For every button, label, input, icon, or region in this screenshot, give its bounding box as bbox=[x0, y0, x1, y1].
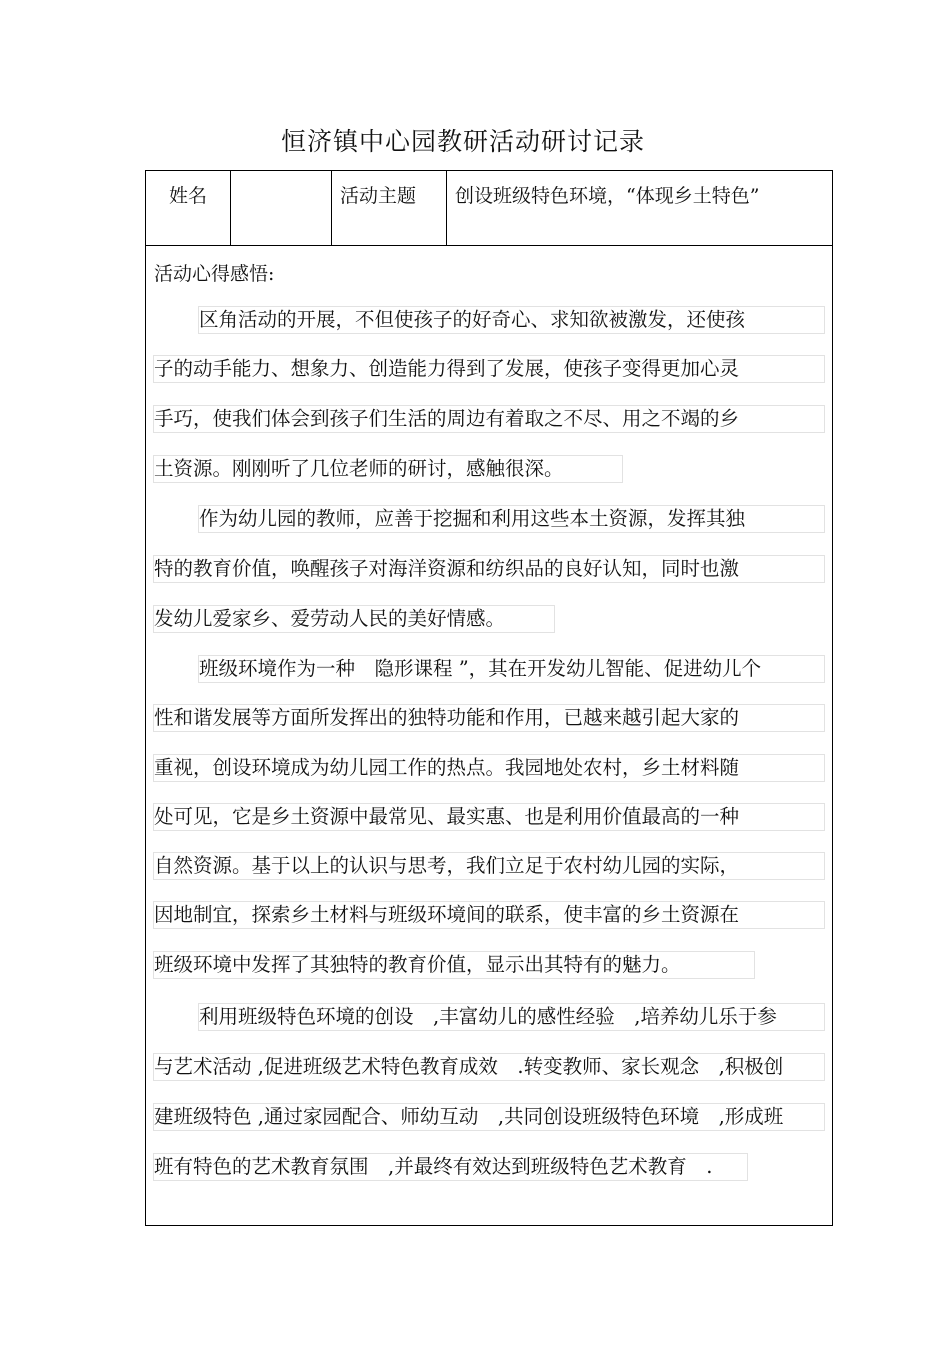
text-line: 班级环境作为一种 隐形课程 ”，其在开发幼儿智能、促进幼儿个 bbox=[198, 655, 825, 683]
theme-value: 创设班级特色环境，“体现乡土特色” bbox=[455, 185, 760, 207]
text-line: 班级环境中发挥了其独特的教育价值，显示出其特有的魅力。 bbox=[153, 951, 755, 979]
text-line: 建班级特色 ,通过家园配合、师幼互动 ,共同创设班级特色环境 ,形成班 bbox=[153, 1103, 825, 1131]
text-line: 子的动手能力、想象力、创造能力得到了发展，使孩子变得更加心灵 bbox=[153, 355, 825, 383]
text-line: 班有特色的艺术教育氛围 ,并最终有效达到班级特色艺术教育 . bbox=[153, 1153, 748, 1181]
text-line: 特的教育价值，唤醒孩子对海洋资源和纺织品的良好认知，同时也激 bbox=[153, 555, 825, 583]
text-line: 重视，创设环境成为幼儿园工作的热点。我园地处农村，乡土材料随 bbox=[153, 754, 825, 782]
page-title: 恒济镇中心园教研活动研讨记录 bbox=[280, 127, 645, 156]
text-line: 性和谐发展等方面所发挥出的独特功能和作用，已越来越引起大家的 bbox=[153, 704, 825, 732]
text-line: 利用班级特色环境的创设 ,丰富幼儿的感性经验 ,培养幼儿乐于参 bbox=[198, 1003, 825, 1031]
text-line: 处可见，它是乡土资源中最常见、最实惠、也是利用价值最高的一种 bbox=[153, 803, 825, 831]
text-line: 与艺术活动 ,促进班级艺术特色教育成效 .转变教师、家长观念 ,积极创 bbox=[153, 1053, 825, 1081]
text-line: 发幼儿爱家乡、爱劳动人民的美好情感。 bbox=[153, 605, 555, 633]
text-line: 手巧，使我们体会到孩子们生活的周边有着取之不尽、用之不竭的乡 bbox=[153, 405, 825, 433]
text-line: 因地制宜，探索乡土材料与班级环境间的联系，使丰富的乡土资源在 bbox=[153, 901, 825, 929]
text-line: 作为幼儿园的教师，应善于挖掘和利用这些本土资源，发挥其独 bbox=[198, 505, 825, 533]
theme-label: 活动主题 bbox=[332, 171, 447, 245]
name-value bbox=[231, 171, 332, 245]
header-row bbox=[146, 171, 832, 246]
text-line: 区角活动的开展，不但使孩子的好奇心、求知欲被激发，还使孩 bbox=[198, 306, 825, 334]
text-line: 土资源。刚刚听了几位老师的研讨，感触很深。 bbox=[153, 455, 623, 483]
record-table bbox=[145, 170, 833, 1226]
name-label: 姓名 bbox=[146, 171, 231, 245]
text-line: 自然资源。基于以上的认识与思考，我们立足于农村幼儿园的实际， bbox=[153, 852, 825, 880]
reflection-label: 活动心得感悟: bbox=[154, 263, 275, 285]
